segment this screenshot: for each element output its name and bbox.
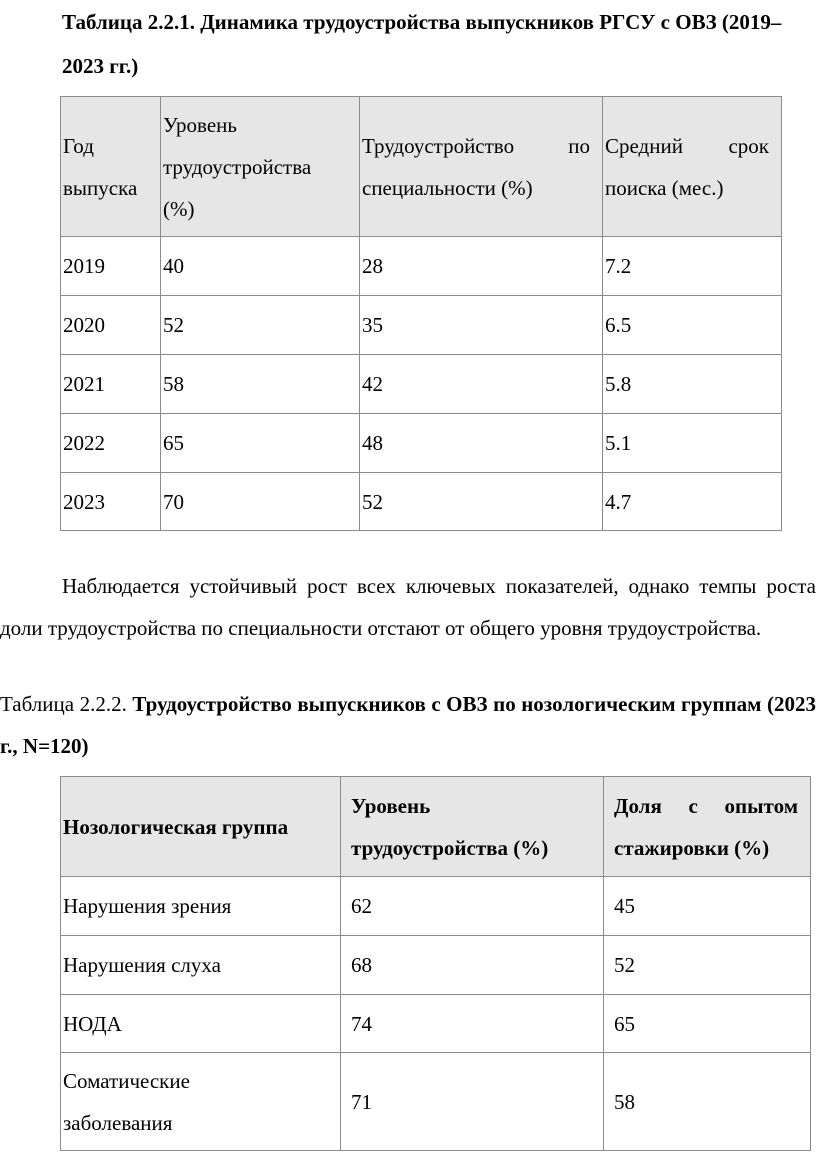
header-year: Год выпуска — [61, 97, 161, 237]
cell-level: 62 — [341, 877, 604, 936]
cell-search: 7.2 — [603, 237, 782, 296]
table2-header-row — [61, 777, 811, 877]
header-group: Нозологическая группа — [61, 777, 341, 877]
cell-specialty: 42 — [360, 355, 603, 414]
table-row — [61, 473, 782, 531]
cell-group: Нарушения зрения — [61, 877, 341, 936]
cell-level: 70 — [161, 473, 360, 531]
table-row — [61, 355, 782, 414]
cell-year: 2020 — [61, 296, 161, 355]
cell-internship: 65 — [604, 995, 811, 1053]
table-nosological-groups — [60, 776, 811, 1151]
cell-search: 5.1 — [603, 414, 782, 473]
cell-group: Нарушения слуха — [61, 936, 341, 995]
cell-year: 2022 — [61, 414, 161, 473]
cell-level: 71 — [341, 1053, 604, 1151]
cell-year: 2019 — [61, 237, 161, 296]
cell-internship: 58 — [604, 1053, 811, 1151]
cell-specialty: 52 — [360, 473, 603, 531]
table-row — [61, 1053, 811, 1151]
cell-level: 68 — [341, 936, 604, 995]
cell-level: 58 — [161, 355, 360, 414]
cell-level: 40 — [161, 237, 360, 296]
header-internship-share: Доля с опытом стажировки (%) — [604, 777, 811, 877]
table1-header-row — [61, 97, 782, 237]
table-row — [61, 877, 811, 936]
cell-search: 5.8 — [603, 355, 782, 414]
table-employment-dynamics — [60, 96, 782, 531]
table1-caption: Таблица 2.2.1. Динамика трудоустройства выпускников РГСУ с ОВЗ (2019–2023 гг.) — [62, 10, 782, 78]
table-row — [61, 237, 782, 296]
table-row — [61, 936, 811, 995]
cell-search: 4.7 — [603, 473, 782, 531]
cell-group: Соматические заболевания — [61, 1053, 341, 1151]
table-row — [61, 296, 782, 355]
cell-year: 2021 — [61, 355, 161, 414]
cell-year: 2023 — [61, 473, 161, 531]
cell-internship: 52 — [604, 936, 811, 995]
cell-specialty: 48 — [360, 414, 603, 473]
cell-level: 65 — [161, 414, 360, 473]
header-employment-level: Уровень трудоустройства (%) — [341, 777, 604, 877]
header-search-time: Средний срок поиска (мес.) — [603, 97, 782, 237]
cell-group: НОДА — [61, 995, 341, 1053]
cell-specialty: 28 — [360, 237, 603, 296]
body-paragraph: Наблюдается устойчивый рост всех ключевых показателей, однако темпы роста доли трудоустройства по специальности отстают от общего уровня трудоустройства. — [0, 574, 816, 640]
cell-specialty: 35 — [360, 296, 603, 355]
table2-caption: Таблица 2.2.2. Трудоустройство выпускников с ОВЗ по нозологическим группам (2023 г., N=120) — [0, 692, 816, 758]
cell-level: 74 — [341, 995, 604, 1053]
header-specialty-employment: Трудоустройство по специальности (%) — [360, 97, 603, 237]
cell-internship: 45 — [604, 877, 811, 936]
cell-level: 52 — [161, 296, 360, 355]
table-row — [61, 414, 782, 473]
header-employment-level: Уровень трудоустройства (%) — [161, 97, 360, 237]
cell-search: 6.5 — [603, 296, 782, 355]
table-row — [61, 995, 811, 1053]
